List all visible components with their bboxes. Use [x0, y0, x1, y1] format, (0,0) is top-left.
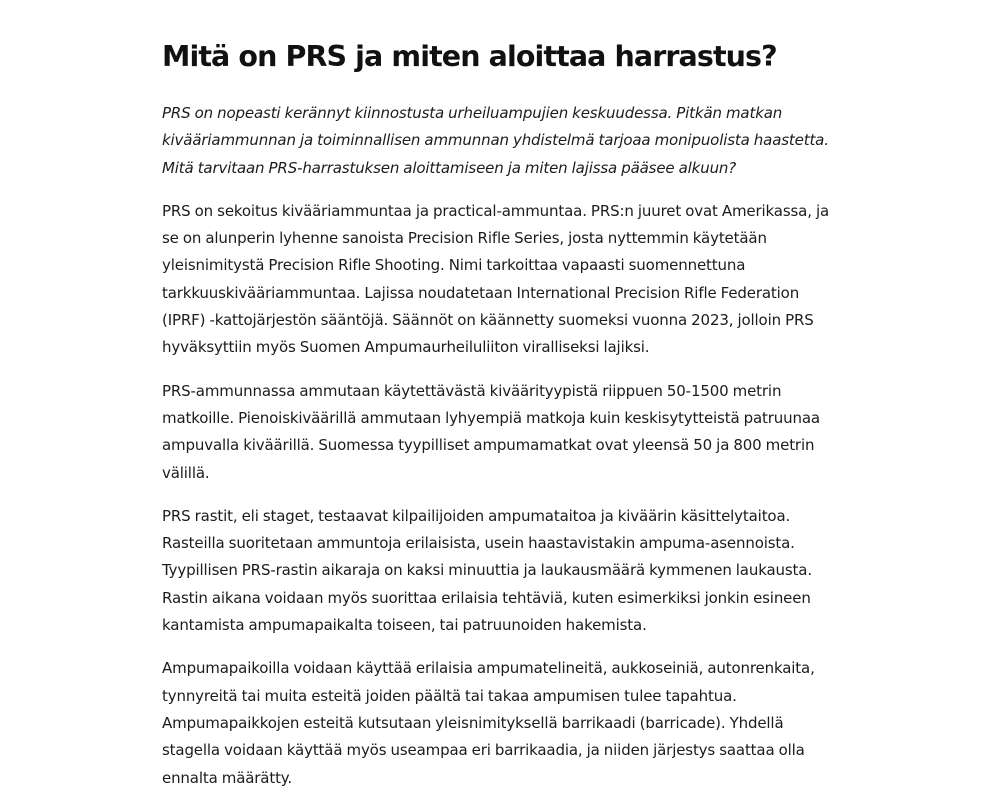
paragraph-line: välillä.: [162, 463, 210, 482]
paragraph-line: hyväksyttiin myös Suomen Ampumaurheiluliiton viralliseksi lajiksi.: [162, 338, 650, 357]
paragraph-line: ampuvalla kiväärillä. Suomessa tyypilliset ampumamatkat ovat yleensä 50 ja 800 metrin: [162, 436, 815, 455]
lead-line: PRS on nopeasti kerännyt kiinnostusta urheiluampujien keskuudessa. Pitkän matkan: [162, 104, 783, 122]
paragraph-line: tarkkuuskivääriammuntaa. Lajissa noudatetaan International Precision Rifle Federation: [162, 283, 800, 302]
paragraph-prs-definition: [162, 198, 862, 362]
paragraph-line: ennalta määrätty.: [162, 768, 293, 787]
paragraph-line: PRS on sekoitus kivääriammuntaa ja practical-ammuntaa. PRS:n juuret ovat Amerikassa, ja: [162, 201, 830, 220]
paragraph-line: Tyypillisen PRS-rastin aikaraja on kaksi minuuttia ja laukausmäärä kymmenen laukausta.: [162, 561, 812, 580]
article-lead: [162, 100, 862, 182]
article: [162, 36, 862, 792]
paragraph-distances: [162, 378, 862, 487]
paragraph-line: tynnyreitä tai muita esteitä joiden päältä tai takaa ampumisen tulee tapahtua.: [162, 686, 737, 705]
lead-line: kivääriammunnan ja toiminnallisen ammunnan yhdistelmä tarjoaa monipuolista haastetta.: [162, 131, 829, 150]
paragraph-line: yleisnimitystä Precision Rifle Shooting. Nimi tarkoittaa vapaasti suomennettuna: [162, 256, 746, 275]
paragraph-line: PRS rastit, eli staget, testaavat kilpailijoiden ampumataitoa ja kiväärin käsittelytaitoa.: [162, 506, 791, 525]
paragraph-line: (IPRF) -kattojärjestön sääntöjä. Säännöt on käännetty suomeksi vuonna 2023, jolloin PRS: [162, 311, 814, 330]
paragraph-line: Rastin aikana voidaan myös suorittaa erilaisia tehtäviä, kuten esimerkiksi jonkin esineen: [162, 588, 811, 607]
paragraph-line: PRS-ammunnassa ammutaan käytettävästä kiväärityypistä riippuen 50-1500 metrin: [162, 381, 782, 400]
article-title: Mitä on PRS ja miten aloittaa harrastus?: [162, 40, 777, 73]
paragraph-stages: [162, 503, 862, 639]
paragraph-line: Rasteilla suoritetaan ammuntoja erilaisista, usein haastavistakin ampuma-asennoista.: [162, 534, 795, 553]
paragraph-line: kantamista ampumapaikalta toiseen, tai patruunoiden hakemista.: [162, 616, 647, 635]
paragraph-line: Ampumapaikoilla voidaan käyttää erilaisia ampumatelineitä, aukkoseiniä, autonrenkaita,: [162, 659, 815, 678]
paragraph-line: stagella voidaan käyttää myös useampaa eri barrikaadia, ja niiden järjestys saattaa olla: [162, 741, 805, 760]
paragraph-line: se on alunperin lyhenne sanoista Precision Rifle Series, josta nyttemmin käytetään: [162, 229, 767, 248]
lead-line: Mitä tarvitaan PRS-harrastuksen aloittamiseen ja miten lajissa pääsee alkuun?: [162, 158, 737, 177]
paragraph-line: matkoille. Pienoiskiväärillä ammutaan lyhyempiä matkoja kuin keskisytytteistä patruunaa: [162, 408, 820, 427]
paragraph-line: Ampumapaikkojen esteitä kutsutaan yleisnimityksellä barrikaadi (barricade). Yhdellä: [162, 713, 784, 732]
paragraph-barricades: [162, 655, 862, 791]
